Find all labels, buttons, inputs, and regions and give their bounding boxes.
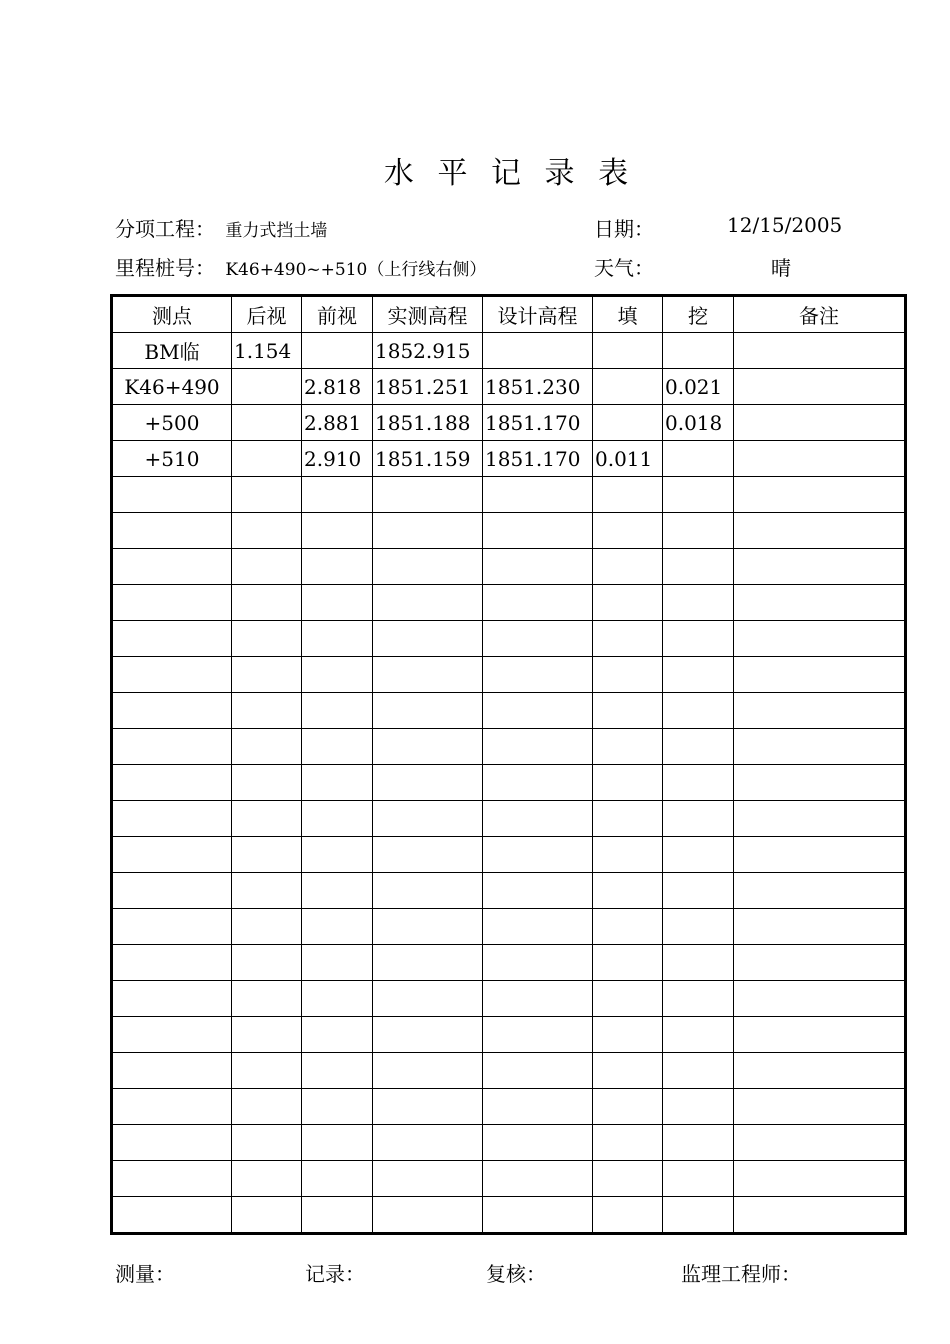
table-cell xyxy=(373,945,483,981)
table-cell xyxy=(483,1125,593,1161)
table-cell xyxy=(593,585,663,621)
table-cell xyxy=(593,549,663,585)
table-cell xyxy=(112,837,232,873)
weather-value: 晴 xyxy=(771,256,791,280)
table-cell xyxy=(734,1161,906,1197)
table-cell xyxy=(373,1161,483,1197)
table-cell: +510 xyxy=(112,441,232,477)
table-cell xyxy=(483,1017,593,1053)
table-cell xyxy=(302,1017,373,1053)
table-cell xyxy=(483,729,593,765)
table-cell xyxy=(483,585,593,621)
table-cell xyxy=(734,765,906,801)
table-cell xyxy=(302,729,373,765)
table-row xyxy=(112,441,906,477)
table-cell xyxy=(734,585,906,621)
table-cell: 1851.188 xyxy=(373,405,483,441)
table-cell xyxy=(232,909,302,945)
table-cell xyxy=(302,549,373,585)
table-cell xyxy=(663,837,734,873)
review-label: 复核： xyxy=(486,1262,546,1286)
table-cell xyxy=(663,1161,734,1197)
table-cell xyxy=(232,513,302,549)
date-label: 日期： xyxy=(594,217,654,241)
table-cell xyxy=(483,837,593,873)
table-cell xyxy=(232,1089,302,1125)
table-cell xyxy=(112,801,232,837)
table-cell xyxy=(112,585,232,621)
table-cell xyxy=(232,549,302,585)
table-cell xyxy=(593,1125,663,1161)
header-row xyxy=(112,296,906,333)
table-cell xyxy=(112,909,232,945)
table-cell xyxy=(112,1053,232,1089)
table-cell xyxy=(734,477,906,513)
header-cell: 实测高程 xyxy=(373,296,483,333)
table-cell xyxy=(232,1017,302,1053)
table-row xyxy=(112,729,906,765)
table-cell xyxy=(734,693,906,729)
table-cell xyxy=(663,693,734,729)
table-cell xyxy=(112,729,232,765)
table-cell xyxy=(483,981,593,1017)
title-char: 表 xyxy=(598,156,629,191)
title-char: 水 xyxy=(383,156,414,191)
table-cell xyxy=(232,1197,302,1234)
table-cell xyxy=(373,1089,483,1125)
table-row xyxy=(112,945,906,981)
table-cell xyxy=(593,1089,663,1125)
table-row xyxy=(112,1053,906,1089)
table-cell xyxy=(663,1125,734,1161)
table-cell xyxy=(593,657,663,693)
table-cell xyxy=(663,549,734,585)
table-cell xyxy=(483,693,593,729)
table-cell: 2.881 xyxy=(302,405,373,441)
table-cell xyxy=(734,981,906,1017)
table-cell xyxy=(734,657,906,693)
table-cell xyxy=(663,513,734,549)
supervisor-label: 监理工程师： xyxy=(681,1262,801,1286)
table-cell xyxy=(593,945,663,981)
table-cell xyxy=(734,369,906,405)
table-cell xyxy=(302,945,373,981)
table-cell xyxy=(302,333,373,369)
header-cell: 填 xyxy=(593,296,663,333)
table-cell xyxy=(593,1197,663,1234)
table-cell xyxy=(663,909,734,945)
table-cell xyxy=(483,657,593,693)
table-cell xyxy=(483,1089,593,1125)
table-cell xyxy=(593,765,663,801)
table-cell xyxy=(232,765,302,801)
header-cell: 前视 xyxy=(302,296,373,333)
table-cell xyxy=(112,549,232,585)
table-cell xyxy=(593,621,663,657)
table-cell xyxy=(734,729,906,765)
table-cell xyxy=(483,765,593,801)
table-cell xyxy=(734,1089,906,1125)
table-cell xyxy=(232,693,302,729)
header-cell: 后视 xyxy=(232,296,302,333)
table-cell xyxy=(232,585,302,621)
table-row xyxy=(112,1125,906,1161)
table-cell xyxy=(483,873,593,909)
table-cell xyxy=(112,1017,232,1053)
table-cell: 1851.170 xyxy=(483,441,593,477)
table-cell xyxy=(232,981,302,1017)
table-cell: 1851.170 xyxy=(483,405,593,441)
table-cell xyxy=(593,837,663,873)
table-cell xyxy=(112,945,232,981)
table-cell xyxy=(663,333,734,369)
table-cell: 1851.230 xyxy=(483,369,593,405)
table-cell xyxy=(373,909,483,945)
table-cell xyxy=(112,981,232,1017)
table-cell xyxy=(302,585,373,621)
table-row xyxy=(112,837,906,873)
table-row xyxy=(112,765,906,801)
table-cell xyxy=(483,945,593,981)
table-cell xyxy=(373,981,483,1017)
table-row xyxy=(112,1017,906,1053)
table-cell xyxy=(232,477,302,513)
table-cell xyxy=(302,981,373,1017)
table-cell xyxy=(734,1017,906,1053)
table-cell xyxy=(663,765,734,801)
table-cell xyxy=(373,1197,483,1234)
table-cell xyxy=(112,1125,232,1161)
table-cell xyxy=(232,369,302,405)
table-row xyxy=(112,981,906,1017)
table-row xyxy=(112,1197,906,1234)
table-cell xyxy=(593,873,663,909)
table-cell xyxy=(483,1197,593,1234)
table-cell xyxy=(734,909,906,945)
table-cell xyxy=(112,873,232,909)
table-cell xyxy=(112,1161,232,1197)
table-cell xyxy=(232,1161,302,1197)
table-cell xyxy=(232,837,302,873)
table-cell xyxy=(663,1017,734,1053)
table-cell xyxy=(112,513,232,549)
table-row xyxy=(112,477,906,513)
table-row xyxy=(112,657,906,693)
station-value: K46+490~+510（上行线右侧） xyxy=(225,260,487,280)
table-cell xyxy=(302,909,373,945)
table-cell xyxy=(483,513,593,549)
table-cell xyxy=(232,1053,302,1089)
table-cell xyxy=(373,801,483,837)
table-cell xyxy=(593,801,663,837)
table-cell: 1851.159 xyxy=(373,441,483,477)
header-cell: 备注 xyxy=(734,296,906,333)
header-cell: 测点 xyxy=(112,296,232,333)
table-cell xyxy=(373,693,483,729)
table-cell xyxy=(663,441,734,477)
table-cell xyxy=(734,1197,906,1234)
project-label: 分项工程： xyxy=(115,217,215,241)
table-cell xyxy=(734,837,906,873)
table-cell xyxy=(112,765,232,801)
table-cell xyxy=(112,621,232,657)
table-cell xyxy=(734,801,906,837)
table-cell xyxy=(663,801,734,837)
table-cell xyxy=(734,1053,906,1089)
table-cell xyxy=(112,657,232,693)
table-row xyxy=(112,909,906,945)
table-cell xyxy=(302,1161,373,1197)
table-cell: 0.021 xyxy=(663,369,734,405)
table-cell xyxy=(232,945,302,981)
measure-label: 测量： xyxy=(115,1262,175,1286)
table-cell xyxy=(483,621,593,657)
project-value: 重力式挡土墙 xyxy=(225,221,328,241)
table-cell xyxy=(373,1053,483,1089)
table-cell xyxy=(232,801,302,837)
table-cell xyxy=(593,477,663,513)
title-char: 平 xyxy=(437,156,468,191)
table-cell xyxy=(483,801,593,837)
table-cell xyxy=(373,1125,483,1161)
station-label: 里程桩号： xyxy=(115,256,215,280)
header-cell: 挖 xyxy=(663,296,734,333)
table-cell xyxy=(112,1089,232,1125)
table-cell xyxy=(483,1161,593,1197)
table-cell xyxy=(663,585,734,621)
table-cell xyxy=(663,945,734,981)
table-cell xyxy=(663,1197,734,1234)
table-cell xyxy=(663,477,734,513)
table-cell xyxy=(373,621,483,657)
table-cell xyxy=(734,873,906,909)
table-cell xyxy=(232,657,302,693)
table-cell xyxy=(483,909,593,945)
table-cell: 0.018 xyxy=(663,405,734,441)
weather-label: 天气： xyxy=(594,256,654,280)
table-cell xyxy=(302,621,373,657)
table-cell xyxy=(302,801,373,837)
project-row xyxy=(115,213,327,242)
table-cell xyxy=(232,873,302,909)
table-row xyxy=(112,405,906,441)
table-cell xyxy=(663,873,734,909)
table-cell xyxy=(734,621,906,657)
table-cell xyxy=(373,729,483,765)
table-cell: 1.154 xyxy=(232,333,302,369)
date-value: 12/15/2005 xyxy=(727,213,843,237)
table-cell xyxy=(302,1197,373,1234)
table-row xyxy=(112,585,906,621)
table-row xyxy=(112,801,906,837)
table-cell xyxy=(734,333,906,369)
page-title xyxy=(0,148,950,192)
table-cell xyxy=(663,621,734,657)
table-cell xyxy=(483,1053,593,1089)
table-cell xyxy=(373,765,483,801)
table-cell xyxy=(302,477,373,513)
table-cell xyxy=(302,1053,373,1089)
table-cell xyxy=(232,729,302,765)
table-row xyxy=(112,369,906,405)
table-cell xyxy=(232,441,302,477)
table-body xyxy=(112,333,906,1234)
table-cell xyxy=(373,585,483,621)
table-cell xyxy=(483,549,593,585)
table-cell xyxy=(663,657,734,693)
table-cell xyxy=(483,333,593,369)
table-row xyxy=(112,513,906,549)
table-cell: K46+490 xyxy=(112,369,232,405)
table-cell xyxy=(593,981,663,1017)
table-row xyxy=(112,1089,906,1125)
table-cell xyxy=(734,1125,906,1161)
table-cell xyxy=(373,837,483,873)
table-cell xyxy=(302,873,373,909)
table-cell xyxy=(373,513,483,549)
table-cell xyxy=(734,513,906,549)
table-cell xyxy=(593,729,663,765)
table-row xyxy=(112,621,906,657)
table-row xyxy=(112,1161,906,1197)
table-cell xyxy=(593,1017,663,1053)
table-cell xyxy=(373,477,483,513)
table-row xyxy=(112,693,906,729)
table-cell xyxy=(302,657,373,693)
table-cell: BM临 xyxy=(112,333,232,369)
table-row xyxy=(112,333,906,369)
table-cell xyxy=(112,693,232,729)
table-cell xyxy=(663,981,734,1017)
table-cell xyxy=(734,549,906,585)
table-cell xyxy=(302,1125,373,1161)
table-cell: +500 xyxy=(112,405,232,441)
table-cell xyxy=(734,441,906,477)
table-cell xyxy=(232,405,302,441)
table-cell xyxy=(232,1125,302,1161)
table-cell xyxy=(734,945,906,981)
table-cell xyxy=(593,513,663,549)
table-cell: 1851.251 xyxy=(373,369,483,405)
table-cell xyxy=(112,1197,232,1234)
station-row xyxy=(115,252,486,281)
table-cell xyxy=(593,1161,663,1197)
table-cell xyxy=(593,693,663,729)
table-cell: 2.910 xyxy=(302,441,373,477)
table-cell xyxy=(373,657,483,693)
table-cell xyxy=(483,477,593,513)
table-cell xyxy=(232,621,302,657)
table-cell xyxy=(302,693,373,729)
table-cell xyxy=(373,1017,483,1053)
table-cell xyxy=(302,837,373,873)
table-cell xyxy=(663,729,734,765)
table-cell xyxy=(663,1089,734,1125)
title-char: 记 xyxy=(491,156,521,191)
table-cell xyxy=(112,477,232,513)
table-cell xyxy=(593,333,663,369)
table-cell xyxy=(663,1053,734,1089)
table-row xyxy=(112,549,906,585)
table-cell: 2.818 xyxy=(302,369,373,405)
table-cell xyxy=(593,405,663,441)
table-cell xyxy=(593,369,663,405)
table-cell xyxy=(302,1089,373,1125)
table-cell xyxy=(302,513,373,549)
table-cell xyxy=(734,405,906,441)
table-cell: 1852.915 xyxy=(373,333,483,369)
header-cell: 设计高程 xyxy=(483,296,593,333)
record-label: 记录： xyxy=(305,1262,365,1286)
leveling-record-table xyxy=(110,294,907,1235)
table-row xyxy=(112,873,906,909)
table-cell xyxy=(593,909,663,945)
table-cell xyxy=(593,1053,663,1089)
table-cell xyxy=(373,873,483,909)
table-cell xyxy=(373,549,483,585)
table-cell: 0.011 xyxy=(593,441,663,477)
table-cell xyxy=(302,765,373,801)
title-char: 录 xyxy=(544,156,575,191)
